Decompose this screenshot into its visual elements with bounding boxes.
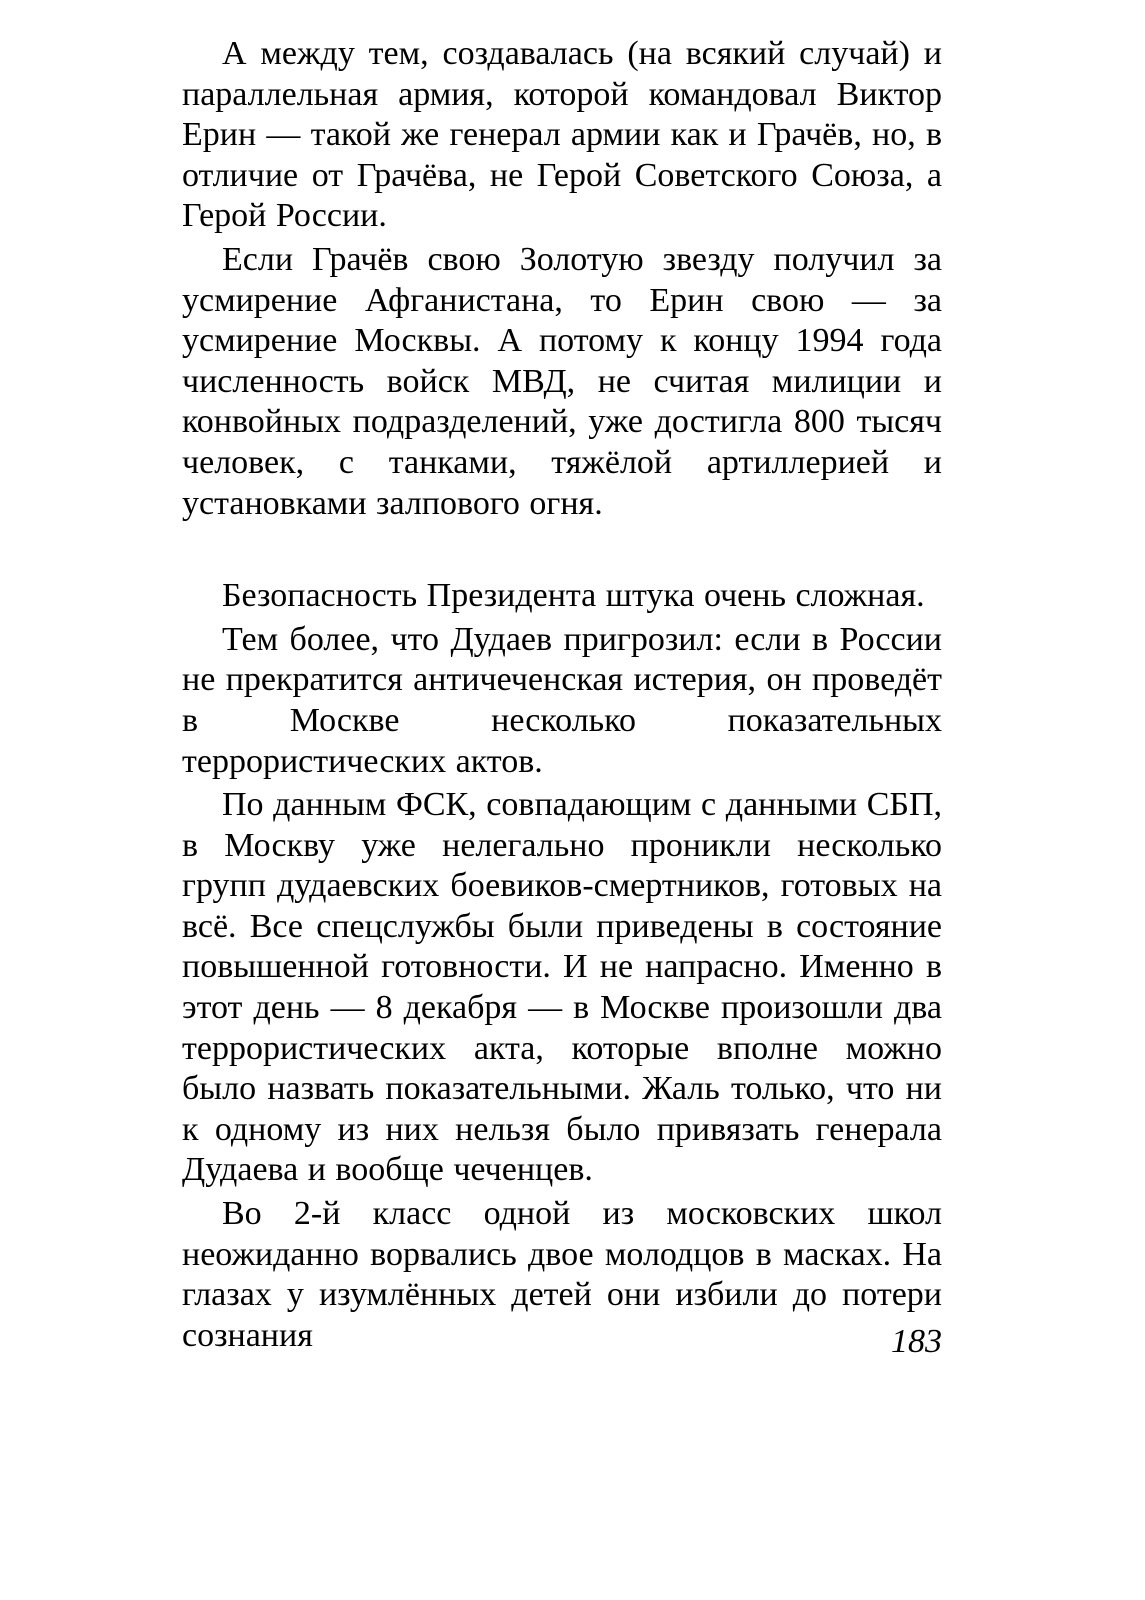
paragraph: По данным ФСК, совпадающим с данными СБП, в Москву уже нелегально проникли несколько групп дудаевских боевиков-смертников, готовых на всё. Все спецслужбы были приведены в состояние повышенной готовности. И не напрасно. Именно в этот день — 8 декабря — в Москве произошли два террористических акта, которые вполне можно было назвать показательными. Жаль только, что ни к одному из них нельзя было привязать генерала Дудаева и вообще чеченцев. [182, 786, 942, 1189]
body-text [182, 34, 942, 1356]
paragraph: Безопасность Президента штука очень сложная. [222, 577, 925, 615]
page-number: 183 [891, 1323, 942, 1360]
section-break [182, 524, 942, 576]
paragraph: А между тем, создавалась (на всякий случай) и параллельная армия, которой командовал Виктор Ерин — такой же генерал армии как и Грачёв, но, в отличие от Грачёва, не Герой Советского Союза, а Герой России. [182, 35, 942, 235]
paragraph: Тем более, что Дудаев пригрозил: если в России не прекратится античеченская истерия, он проведёт в Москве несколько показательных террористических актов. [182, 620, 942, 780]
paragraph: Если Грачёв свою Золотую звезду получил за усмирение Афганистана, то Ерин свою — за усмирение Москвы. А потому к концу 1994 года численность войск МВД, не считая милиции и конвойных подразделений, уже достигла 800 тысяч человек, с танками, тяжёлой артиллерией и установками залпового огня. [182, 240, 942, 522]
paragraph: Во 2-й класс одной из московских школ неожиданно ворвались двое молодцов в масках. На глазах у изумлённых детей они избили до потери сознания [182, 1195, 942, 1354]
